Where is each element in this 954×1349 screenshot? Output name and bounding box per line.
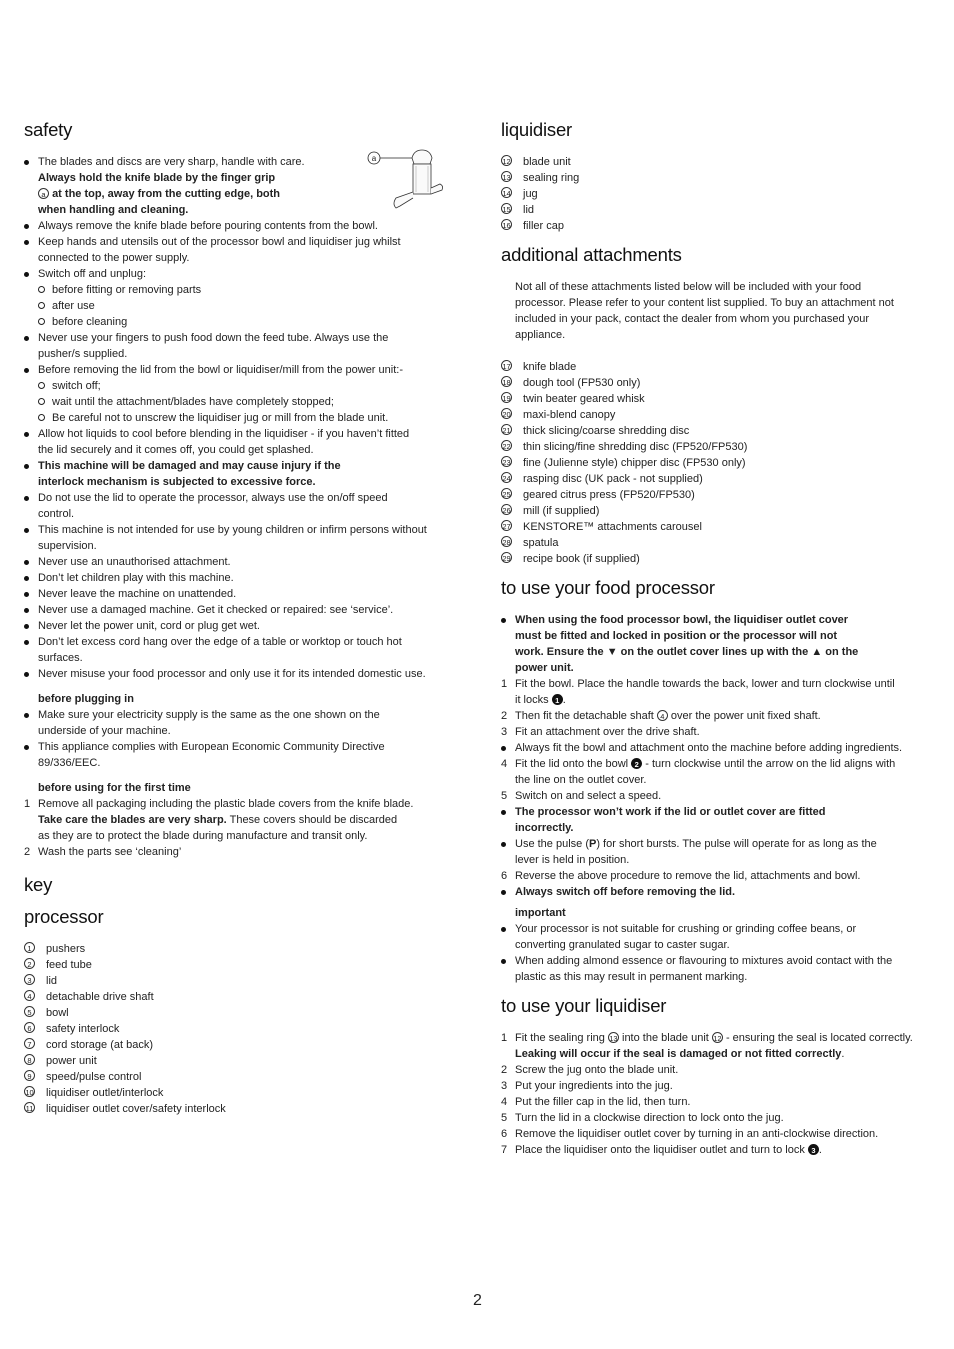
key-item-label: bowl [46, 1007, 69, 1019]
bullet-icon [501, 959, 506, 964]
part-number-icon: 23 [502, 458, 511, 467]
bullet-icon [501, 746, 506, 751]
before-plugging-heading: before plugging in [38, 693, 134, 705]
key-item-label: recipe book (if supplied) [523, 553, 640, 565]
part-number-icon: 1 [24, 942, 35, 953]
part-number-icon: 12 [502, 157, 511, 166]
list-item: Never let the power unit, cord or plug get wet. [24, 618, 456, 634]
ring-bullet-icon [38, 302, 45, 309]
list-item: as they are to protect the blade during manufacture and transit only. [38, 830, 368, 842]
key-item [501, 519, 933, 535]
list-item: before fitting or removing parts [24, 282, 456, 298]
down-arrow-icon: ▼ [606, 646, 618, 658]
list-item: Leaking will occur if the seal is damaged or not fitted correctly. [515, 1048, 845, 1060]
part-number-icon: 5 [24, 1006, 35, 1017]
key-item [501, 423, 933, 439]
bullet-icon [24, 672, 29, 677]
bullet-icon [501, 890, 506, 895]
key-item-label: speed/pulse control [46, 1071, 142, 1083]
key-item-label: spatula [523, 537, 559, 549]
list-item: 3 Fit an attachment over the drive shaft. [501, 726, 700, 738]
key-item [501, 503, 933, 519]
part-number-icon: 20 [502, 410, 511, 419]
part-number-icon: 8 [24, 1054, 35, 1065]
list-item: pusher/s supplied. [38, 348, 128, 360]
list-item: incorrectly. [515, 822, 574, 834]
key-item [24, 1005, 456, 1021]
part-number-icon: 26 [502, 506, 511, 515]
page-number: 2 [473, 1292, 482, 1309]
list-item: Take care the blades are very sharp. These covers should be discarded [38, 814, 398, 826]
list-item: 1 Fit the sealing ring 13 into the blade unit 12 - ensuring the seal is located correctly. [501, 1032, 913, 1044]
list-item: Never leave the machine on unattended. [24, 586, 456, 602]
bullet-icon [24, 592, 29, 597]
list-item: switch off; [24, 378, 456, 394]
ring-bullet-icon [38, 398, 45, 405]
key-item [501, 407, 933, 423]
key-item [501, 391, 933, 407]
part-number-icon: 13 [502, 173, 511, 182]
figure-2-icon: 2 [631, 758, 642, 769]
key-item-label: liquidiser outlet cover/safety interlock [46, 1103, 226, 1115]
list-item: the lid securely and it comes off, you could get splashed. [38, 444, 314, 456]
callout-a-label: a [371, 154, 377, 163]
bullet-icon [24, 528, 29, 533]
attachments-intro-line: Not all of these attachments listed below will be included with your food [515, 281, 862, 293]
liquidiser-heading: liquidiser [501, 119, 573, 140]
key-item [501, 487, 933, 503]
list-item: 5 Switch on and select a speed. [501, 790, 662, 802]
key-item-label: thick slicing/coarse shredding disc [523, 425, 690, 437]
key-item [24, 1021, 456, 1037]
list-item: Use the pulse (P) for short bursts. The pulse will operate for as long as the [501, 836, 933, 852]
callout-a-icon: a [38, 188, 49, 199]
bullet-icon [24, 576, 29, 581]
bullet-icon [24, 224, 29, 229]
list-item: Make sure your electricity supply is the same as the one shown on the [24, 707, 456, 723]
key-item-label: sealing ring [523, 172, 580, 184]
key-item-label: rasping disc (UK pack - not supplied) [523, 473, 703, 485]
bullet-icon [501, 618, 506, 623]
pulse-icon: P [588, 838, 597, 850]
key-item [24, 973, 456, 989]
list-item: connected to the power supply. [38, 252, 190, 264]
part-number-icon: 16 [502, 221, 511, 230]
list-item: plastic as this may result in permanent marking. [515, 971, 748, 983]
part-4-icon: 4 [657, 710, 668, 721]
key-item [501, 218, 933, 234]
processor-heading: processor [24, 906, 104, 927]
bullet-icon [24, 713, 29, 718]
part-number-icon: 21 [502, 426, 511, 435]
ring-bullet-icon [38, 414, 45, 421]
key-item-label: geared citrus press (FP520/FP530) [523, 489, 695, 501]
liquidiser-use-heading: to use your liquidiser [501, 995, 667, 1016]
liquidiser-key-list [501, 154, 933, 234]
list-item: The processor won’t work if the lid or outlet cover are fitted [501, 804, 933, 820]
figure-3-icon: 3 [808, 1144, 819, 1155]
bullet-icon [24, 272, 29, 277]
list-item: Don’t let excess cord hang over the edge of a table or worktop or touch hot [24, 634, 456, 650]
bullet-icon [501, 927, 506, 932]
ring-bullet-icon [38, 286, 45, 293]
list-item: 6 Reverse the above procedure to remove the lid, attachments and bowl. [501, 870, 861, 882]
list-item: supervision. [38, 540, 97, 552]
attachments-intro-line: included in your pack, contact the dealer from whom you purchased your [515, 313, 870, 325]
key-item [24, 1085, 456, 1101]
list-item: before cleaning [24, 314, 456, 330]
key-item [24, 1069, 456, 1085]
key-item [24, 989, 456, 1005]
bullet-icon [24, 640, 29, 645]
figure-1-icon: 1 [552, 694, 563, 705]
key-item [501, 551, 933, 567]
list-item: when handling and cleaning. [38, 204, 189, 216]
list-item: 5 Turn the lid in a clockwise direction to lock onto the jug. [501, 1112, 784, 1124]
key-heading: key [24, 874, 53, 895]
part-number-icon: 3 [24, 974, 35, 985]
ring-bullet-icon [38, 382, 45, 389]
bullet-icon [24, 745, 29, 750]
important-heading: important [515, 907, 566, 919]
part-number-icon: 10 [25, 1088, 34, 1097]
key-item-label: maxi-blend canopy [523, 409, 616, 421]
part-number-icon: 17 [502, 362, 511, 371]
bullet-icon [501, 810, 506, 815]
attachments-intro-line: appliance. [515, 329, 566, 341]
part-number-icon: 11 [25, 1104, 34, 1113]
list-item: This machine is not intended for use by young children or infirm persons without [24, 522, 456, 538]
list-item: This appliance complies with European Economic Community Directive [24, 739, 456, 755]
key-item [501, 154, 933, 170]
part-number-icon: 6 [24, 1022, 35, 1033]
key-item-label: cord storage (at back) [46, 1039, 153, 1051]
list-item: Always switch off before removing the lid. [501, 884, 933, 900]
list-item: Don’t let children play with this machine. [24, 570, 456, 586]
list-item: Never use an unauthorised attachment. [24, 554, 456, 570]
bullet-icon [501, 842, 506, 847]
list-item: work. Ensure the ▼ on the outlet cover lines up with the ▲ on the [515, 646, 859, 658]
part-number-icon: 7 [24, 1038, 35, 1049]
bullet-icon [24, 240, 29, 245]
list-item: underside of your machine. [38, 725, 171, 737]
bullet-icon [24, 608, 29, 613]
bullet-icon [24, 160, 29, 165]
part-number-icon: 19 [502, 394, 511, 403]
list-item: Never use a damaged machine. Get it checked or repaired: see ‘service’. [24, 602, 456, 618]
processor-key-list [24, 941, 456, 1117]
part-13-icon: 13 [609, 1033, 618, 1043]
key-item [501, 359, 933, 375]
list-item: the line on the outlet cover. [515, 774, 647, 786]
key-item-label: thin slicing/fine shredding disc (FP520/FP530) [523, 441, 748, 453]
food-processor-heading: to use your food processor [501, 577, 715, 598]
key-item [24, 957, 456, 973]
list-item: a at the top, away from the cutting edge, both [24, 186, 456, 202]
ring-bullet-icon [38, 318, 45, 325]
list-item: When adding almond essence or flavouring to mixtures avoid contact with the [501, 953, 933, 969]
part-number-icon: 27 [502, 522, 511, 531]
key-item [501, 375, 933, 391]
list-item: 1 Fit the bowl. Place the handle towards the back, lower and turn clockwise until [501, 678, 895, 690]
list-item: Before removing the lid from the bowl or liquidiser/mill from the power unit:- [24, 362, 456, 378]
part-number-icon: 24 [502, 474, 511, 483]
key-item-label: lid [46, 975, 58, 987]
list-item: wait until the attachment/blades have completely stopped; [24, 394, 456, 410]
bullet-icon [24, 560, 29, 565]
part-number-icon: 28 [502, 538, 511, 547]
right-column [501, 118, 933, 1158]
key-item [501, 439, 933, 455]
list-item: interlock mechanism is subjected to excessive force. [38, 476, 316, 488]
list-item: Allow hot liquids to cool before blending in the liquidiser - if you haven’t fitted [24, 426, 456, 442]
attachments-heading: additional attachments [501, 244, 682, 265]
list-item: Do not use the lid to operate the processor, always use the on/off speed [24, 490, 456, 506]
list-item: The blades and discs are very sharp, handle with care. [24, 154, 456, 170]
list-item: 2 Screw the jug onto the blade unit. [501, 1064, 679, 1076]
part-number-icon: 15 [502, 205, 511, 214]
attachments-intro-line: processor. Please refer to your content list supplied. To buy an attachment not [515, 297, 894, 309]
key-item [501, 170, 933, 186]
attachments-list [501, 359, 933, 567]
key-item [501, 455, 933, 471]
safety-heading: safety [24, 119, 73, 140]
list-item: 4 Fit the lid onto the bowl 2 - turn clockwise until the arrow on the lid aligns with [501, 758, 896, 770]
list-item: 1 Remove all packaging including the plastic blade covers from the knife blade. [24, 798, 414, 810]
list-item: it locks 1 . [515, 694, 566, 706]
knife-blade-figure [366, 148, 446, 218]
list-item: 2 Wash the parts see ‘cleaning’ [24, 846, 182, 858]
bullet-icon [24, 496, 29, 501]
part-number-icon: 18 [502, 378, 511, 387]
list-item: 89/336/EEC. [38, 757, 101, 769]
part-number-icon: 29 [502, 554, 511, 563]
bullet-icon [24, 624, 29, 629]
key-item [24, 1037, 456, 1053]
part-number-icon: 2 [24, 958, 35, 969]
part-number-icon: 9 [24, 1070, 35, 1081]
key-item-label: pushers [46, 943, 86, 955]
key-item-label: safety interlock [46, 1023, 120, 1035]
left-column [24, 118, 456, 1117]
list-item: must be fitted and locked in position or the processor will not [515, 630, 838, 642]
key-item-label: twin beater geared whisk [523, 393, 645, 405]
part-12-icon: 12 [713, 1033, 722, 1043]
key-item-label: blade unit [523, 156, 571, 168]
list-item: Always hold the knife blade by the finger grip [38, 172, 276, 184]
key-item-label: mill (if supplied) [523, 505, 600, 517]
key-item [501, 186, 933, 202]
list-item: Never use your fingers to push food down the feed tube. Always use the [24, 330, 456, 346]
list-item: When using the food processor bowl, the liquidiser outlet cover [501, 612, 933, 628]
list-item: 2 Then fit the detachable shaft 4 over the power unit fixed shaft. [501, 710, 821, 722]
part-number-icon: 22 [502, 442, 511, 451]
bullet-icon [24, 368, 29, 373]
list-item: Switch off and unplug: [24, 266, 456, 282]
key-item-label: lid [523, 204, 535, 216]
first-time-heading: before using for the first time [38, 782, 191, 794]
key-item-label: feed tube [46, 959, 92, 971]
part-number-icon: 14 [502, 189, 511, 198]
part-number-icon: 25 [502, 490, 511, 499]
list-item: 6 Remove the liquidiser outlet cover by turning in an anti-clockwise direction. [501, 1128, 879, 1140]
list-item: Always remove the knife blade before pouring contents from the bowl. [24, 218, 456, 234]
key-item [501, 202, 933, 218]
key-item-label: filler cap [523, 220, 564, 232]
key-item-label: detachable drive shaft [46, 991, 154, 1003]
key-item [24, 1053, 456, 1069]
key-item-label: jug [523, 188, 538, 200]
key-item [24, 941, 456, 957]
list-item: control. [38, 508, 75, 520]
list-item: 4 Put the filler cap in the lid, then turn. [501, 1096, 691, 1108]
list-item: after use [24, 298, 456, 314]
bullet-icon [24, 464, 29, 469]
bullet-icon [24, 432, 29, 437]
key-item-label: fine (Julienne style) chipper disc (FP530 only) [523, 457, 746, 469]
list-item: Keep hands and utensils out of the processor bowl and liquidiser jug whilst [24, 234, 456, 250]
bullet-icon [24, 336, 29, 341]
key-item-label: KENSTORE™ attachments carousel [523, 521, 702, 533]
list-item: This machine will be damaged and may cause injury if the [24, 458, 456, 474]
list-item: surfaces. [38, 652, 83, 664]
key-item-label: liquidiser outlet/interlock [46, 1087, 164, 1099]
list-item: converting granulated sugar to caster sugar. [515, 939, 730, 951]
key-item-label: power unit [46, 1055, 97, 1067]
key-item [24, 1101, 456, 1117]
list-item: lever is held in position. [515, 854, 630, 866]
key-item [501, 471, 933, 487]
list-item: Always fit the bowl and attachment onto the machine before adding ingredients. [501, 740, 933, 756]
list-item: Your processor is not suitable for crushing or grinding coffee beans, or [501, 921, 933, 937]
list-item: 7 Place the liquidiser onto the liquidiser outlet and turn to lock 3 . [501, 1144, 822, 1156]
list-item: Never misuse your food processor and only use it for its intended domestic use. [24, 666, 456, 682]
part-number-icon: 4 [24, 990, 35, 1001]
key-item [501, 535, 933, 551]
list-item: power unit. [515, 662, 574, 674]
list-item: 3 Put your ingredients into the jug. [501, 1080, 673, 1092]
key-item-label: knife blade [523, 361, 577, 373]
list-item: Be careful not to unscrew the liquidiser jug or mill from the blade unit. [24, 410, 456, 426]
key-item-label: dough tool (FP530 only) [523, 377, 641, 389]
up-arrow-icon: ▲ [811, 646, 823, 658]
